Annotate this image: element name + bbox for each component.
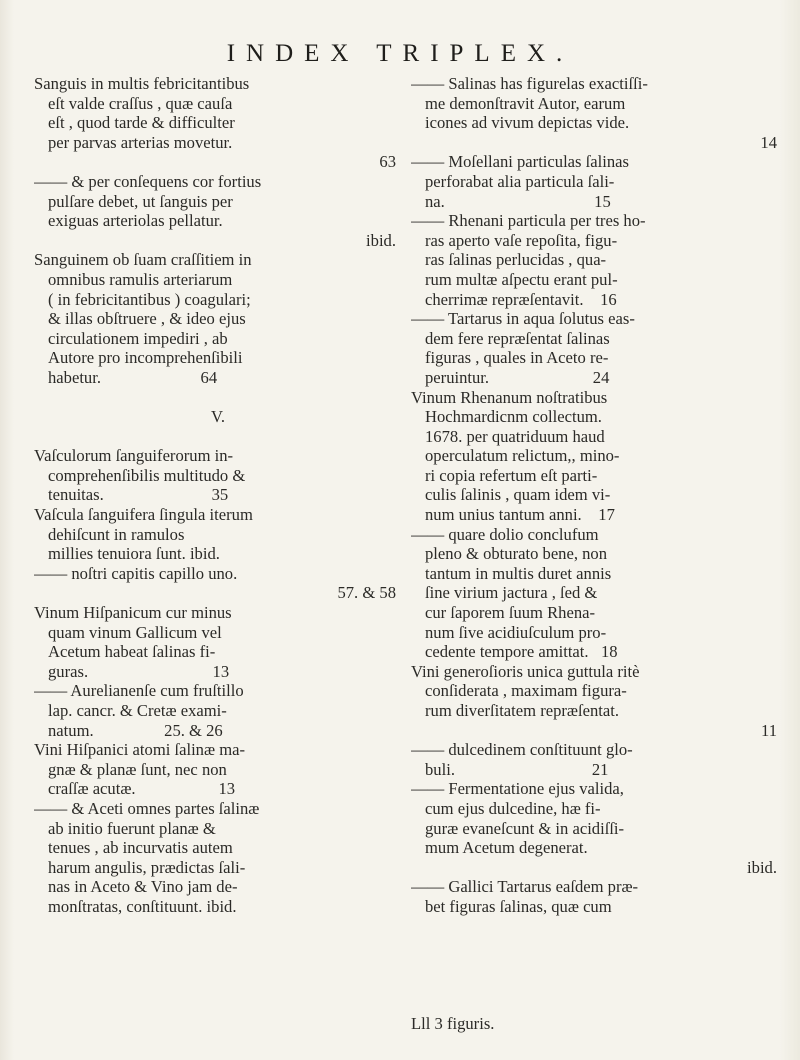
index-line: conſiderata , maximam figura- — [425, 681, 627, 701]
index-line: Vinum Rhenanum noſtratibus — [411, 387, 608, 407]
right-column — [411, 74, 783, 917]
index-line: lap. cancr. & Cretæ exami- — [48, 701, 227, 720]
index-line: —— quare dolio conclufum — [411, 524, 599, 544]
index-line: tantum in multis duret annis — [425, 563, 612, 583]
index-line: ras aperto vaſe repoſita, figu- — [425, 230, 618, 250]
index-line: figuras , quales in Aceto re- — [425, 348, 609, 368]
index-line: 14 — [760, 132, 777, 152]
index-line: —— Gallici Tartarus eaſdem præ- — [411, 877, 639, 897]
index-line: buli. 21 — [425, 759, 609, 779]
index-line: dem fere repræſentat ſalinas — [425, 328, 610, 348]
index-line: monſtratas, conſtituunt. ibid. — [48, 896, 237, 916]
index-line: cherrimæ repræſentavit. 16 — [425, 289, 617, 309]
index-line: Acetum habeat ſalinas fi- — [48, 642, 216, 662]
index-line: —— Salinas has figurelas exactiſſi- — [411, 74, 648, 93]
index-line: exiguas arteriolas pellatur. — [48, 211, 223, 231]
index-line: —— Tartarus in aqua ſolutus eas- — [411, 309, 635, 329]
index-line: habetur. 64 — [48, 367, 218, 387]
index-line: omnibus ramulis arteriarum — [48, 269, 233, 289]
index-line: Vaſcula ſanguifera ſingula iterum — [34, 505, 253, 525]
index-line: peruintur. 24 — [425, 367, 610, 387]
index-line: & illas obſtruere , & ideo ejus — [48, 309, 246, 329]
index-line: ri copia refertum eſt parti- — [425, 465, 598, 485]
index-line: harum angulis, prædictas ſali- — [48, 857, 246, 877]
index-line: ſine virium jactura , ſed & — [425, 583, 598, 603]
index-line: eſt valde craſſus , quæ cauſa — [48, 93, 233, 113]
index-line: ibid. — [366, 230, 396, 250]
index-line: —— Rhenani particula per tres ho- — [411, 211, 646, 231]
index-line: num ſive acidiuſculum pro- — [425, 622, 607, 642]
index-line: ras ſalinas perlucidas , qua- — [425, 250, 607, 270]
index-line: millies tenuiora ſunt. ibid. — [48, 544, 220, 564]
index-line: cur ſaporem ſuum Rhena- — [425, 603, 596, 623]
index-line: dehiſcunt in ramulos — [48, 524, 185, 544]
index-line — [34, 427, 402, 447]
index-line: —— & per conſequens cor fortius — [34, 171, 262, 191]
index-line: Vini generoſioris unica guttula ritè — [411, 661, 640, 681]
index-line — [34, 388, 402, 408]
index-line: 1678. per quatriduum haud — [425, 426, 605, 446]
index-line: per parvas arterias movetur. — [48, 132, 233, 152]
index-line: perforabat alia particula ſali- — [425, 171, 615, 191]
index-line: comprehenſibilis multitudo & — [48, 465, 246, 485]
index-line: culis ſalinis , quam idem vi- — [425, 485, 611, 505]
index-line: —— Fermentatione ejus valida, — [411, 779, 624, 799]
index-line: tenues , ab incurvatis autem — [48, 838, 233, 858]
index-line: —— Aurelianenſe cum fruſtillo — [34, 681, 244, 701]
index-line: quam vinum Gallicum vel — [48, 622, 222, 642]
index-line: Autore pro incomprehenſibili — [48, 348, 243, 368]
index-line: rum diverſitatem repræſentat. — [425, 701, 619, 720]
index-line: 63 — [379, 152, 396, 172]
index-line: bet figuras ſalinas, quæ cum — [425, 896, 612, 916]
index-line: num unius tantum anni. 17 — [425, 505, 615, 525]
index-line: icones ad vivum depictas vide. — [425, 113, 630, 133]
index-line: rum multæ aſpectu erant pul- — [425, 269, 618, 289]
index-line: operculatum relictum,, mino- — [425, 446, 620, 466]
running-head: INDEX TRIPLEX. — [226, 40, 574, 67]
index-line: V. — [211, 407, 225, 427]
index-line: Vini Hiſpanici atomi ſalinæ ma- — [34, 740, 245, 760]
index-line: eſt , quod tarde & difficulter — [48, 113, 235, 133]
index-line: nas in Aceto & Vino jam de- — [48, 877, 238, 897]
index-line: me demonſtravit Autor, earum — [425, 93, 626, 113]
index-line: Hochmardicnm collectum. — [425, 407, 602, 427]
index-line: craſſæ acutæ. 13 — [48, 779, 236, 799]
index-line: pulſare debet, ut ſanguis per — [48, 191, 233, 211]
index-line: cedente tempore amittat. 18 — [425, 642, 618, 662]
index-line: gnæ & planæ ſunt, nec non — [48, 759, 227, 779]
index-line: cum ejus dulcedine, hæ fi- — [425, 798, 601, 818]
index-line: pleno & obturato bene, non — [425, 544, 608, 564]
index-line: ( in febricitantibus ) coagulari; — [48, 289, 251, 309]
index-line: Vinum Hiſpanicum cur minus — [34, 603, 232, 623]
index-line: 11 — [761, 720, 777, 740]
index-line: Sanguis in multis febricitantibus — [34, 74, 250, 93]
index-line: circulationem impediri , ab — [48, 328, 228, 348]
index-line: 57. & 58 — [337, 583, 396, 603]
signature-line: Lll 3 figuris. — [411, 1014, 495, 1033]
index-line: ab initio fuerunt planæ & — [48, 818, 216, 838]
index-line: Vaſculorum ſanguiferorum in- — [34, 446, 234, 466]
index-line: —— Moſellani particulas ſalinas — [411, 152, 629, 172]
index-line: guræ evaneſcunt & in acidiſſi- — [425, 818, 625, 838]
index-line: natum. 25. & 26 — [48, 720, 223, 740]
index-line: —— & Aceti omnes partes ſalinæ — [34, 798, 260, 818]
index-line: ibid. — [747, 857, 777, 877]
index-line: tenuitas. 35 — [48, 485, 229, 505]
index-line: —— dulcedinem conſtituunt glo- — [411, 740, 633, 760]
index-line: guras. 13 — [48, 661, 230, 681]
index-line: Sanguinem ob ſuam craſſitiem in — [34, 250, 252, 270]
index-line: —— noſtri capitis capillo uno. — [34, 563, 238, 583]
left-column — [34, 74, 402, 917]
index-line: na. 15 — [425, 191, 611, 211]
index-line: mum Acetum degenerat. — [425, 838, 588, 858]
